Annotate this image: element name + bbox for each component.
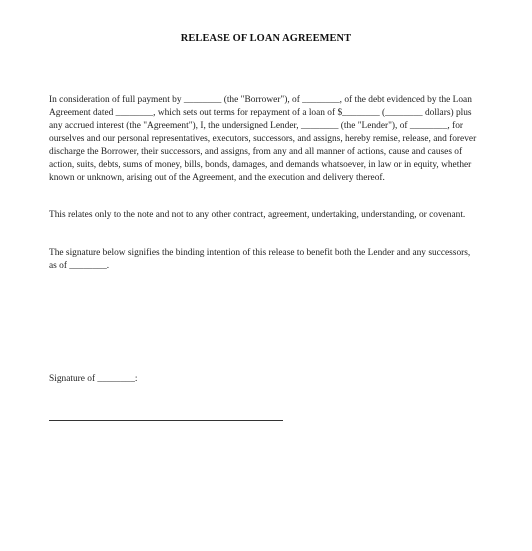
document-title: RELEASE OF LOAN AGREEMENT [180,33,352,44]
signature-intent-paragraph: The signature below signifies the binding intention of this release to benefit both the Lender and any successors, as of ________. [49,248,471,271]
scope-paragraph: This relates only to the note and not to any other contract, agreement, undertaking, understanding, or covenant. [49,210,466,220]
consideration-paragraph: In consideration of full payment by ________ (the "Borrower"), of ________, of the debt evidenced by the Loan Agreement dated ________, which sets out terms for repayment of a loan of $________ (________ dollars) plus any accrued interest (the "Agreement"), I, the undersigned Lender, ________ (the "Lender"), of ________, for ourselves and our personal representatives, executors, successors, and assigns, hereby remise, release, and forever discharge the Borrower, their successors, and assigns, from any and all manner of actions, cause and causes of action, suits, debts, sums of money, bills, bonds, damages, and demands whatsoever, in law or in equity, whether known or unknown, arising out of the Agreement, and the execution and delivery thereof. [49,95,477,183]
signature-label: Signature of ________: [49,374,138,384]
signature-line [49,420,283,421]
